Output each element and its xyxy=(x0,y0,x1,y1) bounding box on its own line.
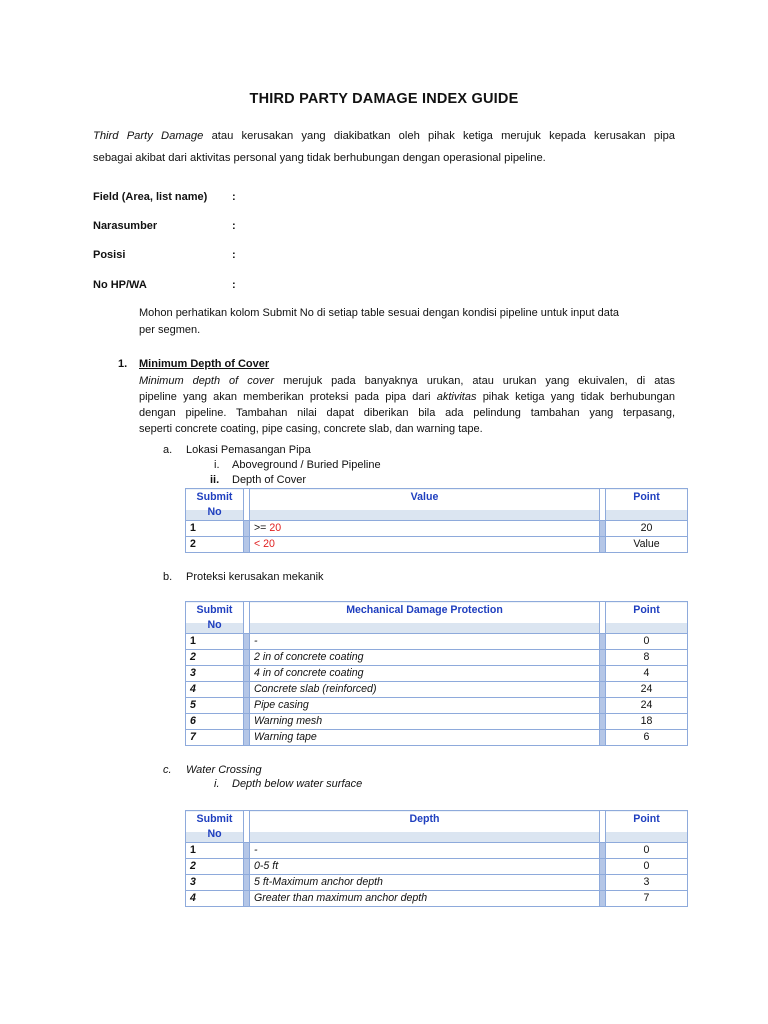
section-number: 1. xyxy=(118,358,128,370)
intro-paragraph xyxy=(93,125,675,169)
row-no: 4 xyxy=(186,682,244,698)
field-colon: : xyxy=(232,249,236,261)
table-row xyxy=(186,875,688,891)
sub-c-i-text: Depth below water surface xyxy=(232,778,363,790)
sub-a-i-text: Aboveground / Buried Pipeline xyxy=(232,459,381,471)
depth-of-cover-table xyxy=(185,488,688,553)
sub-c-label: c. xyxy=(163,764,172,776)
sub-b-label: b. xyxy=(163,571,173,583)
row-no: 1 xyxy=(186,843,244,859)
table-row xyxy=(186,843,688,859)
desc-line3: dengan pipeline. Tambahan nilai dapat diberikan bila ada pelindung tambahan yang terpasang, xyxy=(139,407,675,419)
field-colon: : xyxy=(232,279,236,291)
page-title: THIRD PARTY DAMAGE INDEX GUIDE xyxy=(249,91,519,107)
table-row xyxy=(186,634,688,650)
row-point: 24 xyxy=(606,682,688,698)
value-number: 20 xyxy=(269,522,282,534)
field-label-area: Field (Area, list name) xyxy=(93,191,208,203)
row-no: 1 xyxy=(186,521,244,537)
row-value: 2 in of concrete coating xyxy=(250,650,600,666)
water-depth-table xyxy=(185,810,688,907)
field-colon: : xyxy=(232,220,236,232)
row-value: 0-5 ft xyxy=(250,859,600,875)
row-value: 5 ft-Maximum anchor depth xyxy=(250,875,600,891)
header-submit-no: Submit No xyxy=(186,811,244,843)
field-label-narasumber: Narasumber xyxy=(93,220,158,232)
instruction-note xyxy=(139,305,659,339)
value-prefix: >= xyxy=(254,522,270,534)
sub-c-text: Water Crossing xyxy=(186,764,262,776)
row-value: Warning tape xyxy=(250,730,600,746)
header-point: Point xyxy=(606,811,688,843)
desc-line4: seperti concrete coating, pipe casing, concrete slab, dan warning tape. xyxy=(139,423,483,435)
row-no: 2 xyxy=(186,650,244,666)
row-no: 6 xyxy=(186,714,244,730)
sub-b-text: Proteksi kerusakan mekanik xyxy=(186,571,324,583)
row-value: Greater than maximum anchor depth xyxy=(250,891,600,907)
row-point: 4 xyxy=(606,666,688,682)
table-row xyxy=(186,666,688,682)
desc-line2b: pihak ketiga yang tidak berhubungan xyxy=(482,391,675,403)
row-point: 8 xyxy=(606,650,688,666)
mechanical-damage-table xyxy=(185,601,688,746)
header-submit-no: Submit No xyxy=(186,602,244,634)
row-no: 7 xyxy=(186,730,244,746)
table-row xyxy=(186,730,688,746)
row-point: 0 xyxy=(606,843,688,859)
row-point: 3 xyxy=(606,875,688,891)
note-line1: Mohon perhatikan kolom Submit No di setiap table sesuai dengan kondisi pipeline untuk input data xyxy=(139,307,620,319)
intro-line1: atau kerusakan yang diakibatkan oleh pihak ketiga merujuk kepada kerusakan pipa xyxy=(211,130,676,142)
table-row xyxy=(186,521,688,537)
table-row xyxy=(186,714,688,730)
desc-line2a: pipeline yang akan memberikan proteksi pada pipa dari xyxy=(139,391,431,403)
row-no: 2 xyxy=(186,859,244,875)
row-point: 18 xyxy=(606,714,688,730)
row-no: 1 xyxy=(186,634,244,650)
row-value: Pipe casing xyxy=(250,698,600,714)
intro-line2: sebagai akibat dari aktivitas personal yang tidak berhubungan dengan operasional pipeline. xyxy=(93,152,546,164)
intro-term: Third Party Damage xyxy=(93,130,204,142)
table-row xyxy=(186,859,688,875)
sub-a-label: a. xyxy=(163,444,173,456)
row-value xyxy=(250,521,600,537)
row-point: Value xyxy=(606,537,688,553)
row-no: 5 xyxy=(186,698,244,714)
section-title: Minimum Depth of Cover xyxy=(139,358,270,370)
header-submit-no: Submit No xyxy=(186,489,244,521)
row-value: < 20 xyxy=(250,537,600,553)
row-point: 20 xyxy=(606,521,688,537)
row-value: - xyxy=(250,634,600,650)
sub-a-i-label: i. xyxy=(214,459,220,471)
row-no: 3 xyxy=(186,875,244,891)
field-label-hp: No HP/WA xyxy=(93,279,147,291)
row-point: 7 xyxy=(606,891,688,907)
row-value: Concrete slab (reinforced) xyxy=(250,682,600,698)
table-row xyxy=(186,698,688,714)
field-label-posisi: Posisi xyxy=(93,249,126,261)
row-value: - xyxy=(250,843,600,859)
header-value: Value xyxy=(250,489,600,521)
row-value: 4 in of concrete coating xyxy=(250,666,600,682)
header-point: Point xyxy=(606,602,688,634)
section-description xyxy=(139,373,675,437)
table-row xyxy=(186,537,688,553)
row-point: 6 xyxy=(606,730,688,746)
note-line2: per segmen. xyxy=(139,324,201,336)
row-point: 24 xyxy=(606,698,688,714)
header-depth: Depth xyxy=(250,811,600,843)
desc-line1: merujuk pada banyaknya urukan, atau urukan yang ekuivalen, di atas xyxy=(283,375,675,387)
sub-a-ii-label: ii. xyxy=(210,474,220,486)
table-row xyxy=(186,650,688,666)
sub-a-text: Lokasi Pemasangan Pipa xyxy=(186,444,311,456)
desc-term: Minimum depth of cover xyxy=(139,375,275,387)
row-no: 3 xyxy=(186,666,244,682)
row-value: Warning mesh xyxy=(250,714,600,730)
row-point: 0 xyxy=(606,859,688,875)
desc-line2-term: aktivitas xyxy=(436,391,477,403)
header-point: Point xyxy=(606,489,688,521)
sub-c-i-label: i. xyxy=(214,778,220,790)
table-row xyxy=(186,682,688,698)
row-no: 4 xyxy=(186,891,244,907)
row-no: 2 xyxy=(186,537,244,553)
table-row xyxy=(186,891,688,907)
sub-a-ii-text: Depth of Cover xyxy=(232,474,306,486)
field-colon: : xyxy=(232,191,236,203)
row-point: 0 xyxy=(606,634,688,650)
header-mechanical: Mechanical Damage Protection xyxy=(250,602,600,634)
